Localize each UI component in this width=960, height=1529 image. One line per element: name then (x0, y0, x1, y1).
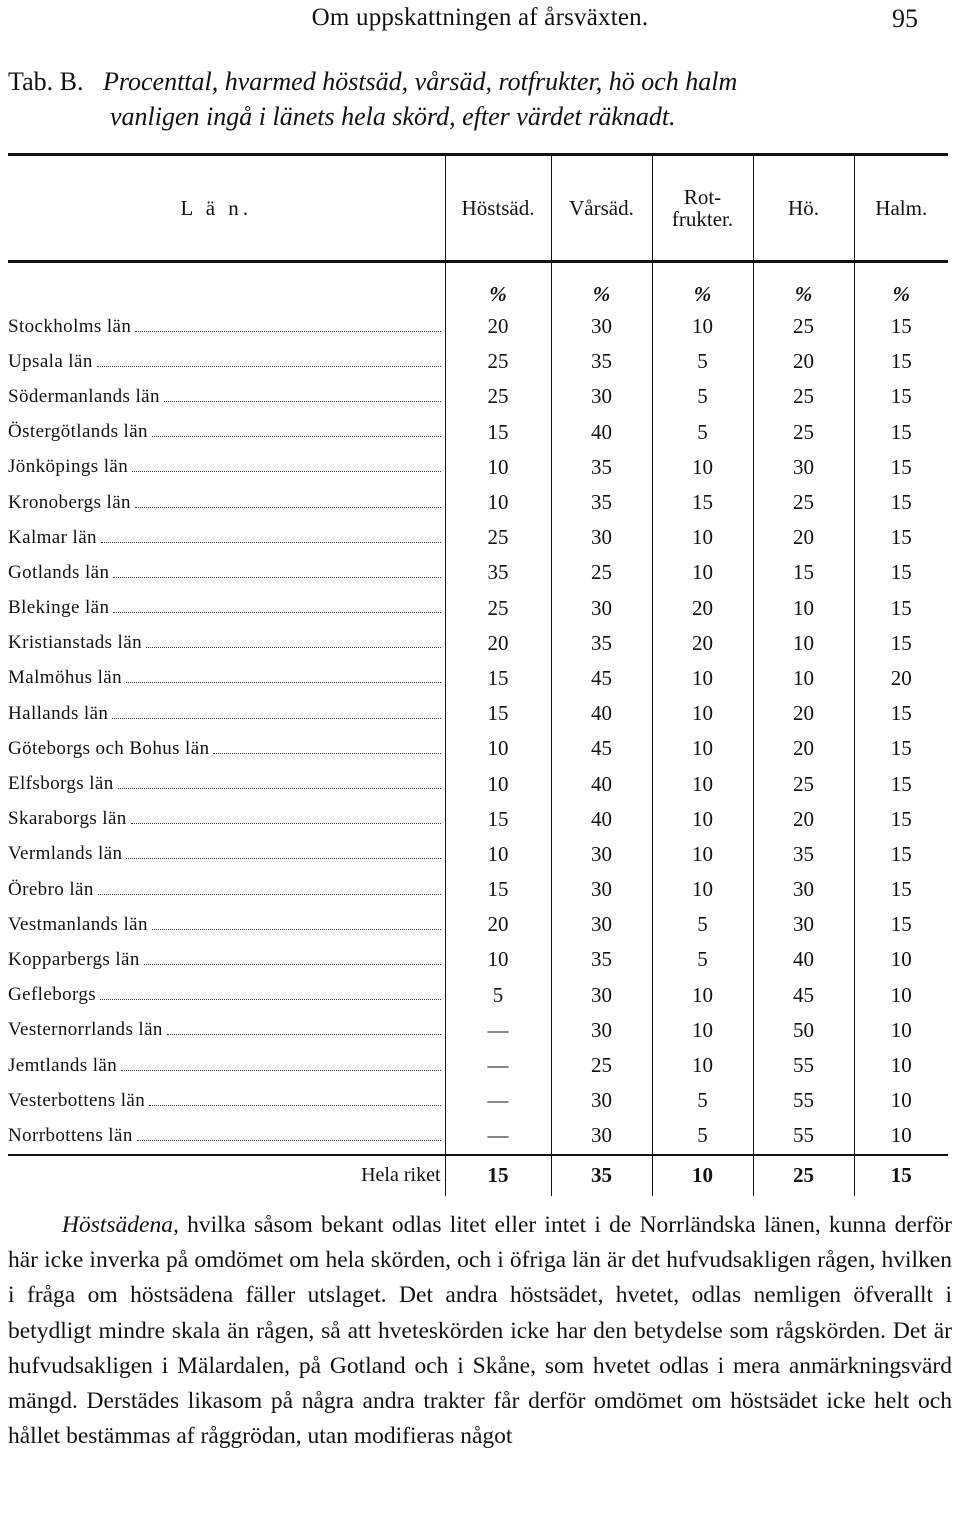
row-label (8, 907, 445, 942)
county-name: Kronobergs län (8, 491, 131, 513)
value-cell: 20 (753, 696, 854, 731)
value-cell: 20 (753, 731, 854, 766)
value-cell: 15 (445, 415, 551, 450)
value-cell: 5 (652, 1083, 753, 1118)
county-name: Hallands län (8, 702, 109, 724)
value-cell: 35 (551, 485, 652, 520)
value-cell: 10 (753, 591, 854, 626)
row-label (8, 766, 445, 801)
value-cell: 40 (551, 766, 652, 801)
table-row (8, 1083, 948, 1118)
value-cell: 30 (551, 309, 652, 344)
value-cell: 30 (753, 872, 854, 907)
value-cell: — (445, 1118, 551, 1154)
value-cell: 45 (753, 978, 854, 1013)
value-cell: 25 (753, 379, 854, 414)
value-cell: 20 (445, 626, 551, 661)
county-name: Kalmar län (8, 526, 97, 548)
value-cell: 10 (445, 731, 551, 766)
county-name: Vermlands län (8, 843, 123, 865)
county-name: Elfsborgs län (8, 773, 114, 795)
value-cell: 30 (551, 978, 652, 1013)
county-name: Östergötlands län (8, 421, 148, 443)
total-row (8, 1155, 948, 1196)
value-cell: 10 (652, 661, 753, 696)
value-cell: 25 (445, 520, 551, 555)
value-cell: — (445, 1083, 551, 1118)
paragraph-text: hvilka såsom bekant odlas litet eller intet i de Norrländska länen, kunna derför här icke inverka på omdömet om hela skörden, och i öfriga län är det hufvudsakligen rågen, hvilken i fråga om höstsädena fäller utslaget. Det andra höstsädet, hvetet, odlas nemligen öfverallt i betydligt mindre skala än rågen, så att hveteskörden icke har den betydelse som rågskörden. Det är hufvudsakligen i Mälardalen, på Gotland och i Skåne, som hvetet odlas i mera anmärkningsvärd mängd. Derstädes likasom på några andra trakter får derför omdömet om höstsädet icke helt och hållet bestämmas af råggrödan, utan modifieras något (8, 1212, 952, 1450)
value-cell: 10 (854, 1013, 948, 1048)
table-row (8, 907, 948, 942)
county-name: Norrbottens län (8, 1124, 133, 1146)
unit-cell: % (551, 262, 652, 310)
value-cell: 15 (854, 344, 948, 379)
value-cell: 10 (652, 802, 753, 837)
value-cell: 15 (854, 591, 948, 626)
value-cell: 15 (854, 379, 948, 414)
value-cell: 10 (445, 837, 551, 872)
value-cell: 15 (445, 696, 551, 731)
dot-leader (113, 612, 440, 613)
value-cell: 10 (652, 1048, 753, 1083)
value-cell: 15 (445, 661, 551, 696)
value-cell: 15 (854, 520, 948, 555)
dot-leader (152, 929, 441, 930)
table-row (8, 555, 948, 590)
dot-leader (144, 964, 441, 965)
value-cell: 25 (445, 379, 551, 414)
value-cell: 20 (753, 344, 854, 379)
value-cell: 10 (652, 520, 753, 555)
value-cell: 15 (854, 555, 948, 590)
paragraph-lead-word: Höstsädena, (62, 1212, 179, 1238)
col-header-halm: Halm. (854, 155, 948, 262)
county-name: Upsala län (8, 350, 93, 372)
value-cell: 25 (551, 1048, 652, 1083)
value-cell: 15 (854, 309, 948, 344)
value-cell: 50 (753, 1013, 854, 1048)
table-row (8, 942, 948, 977)
col-header-rotfrukter (652, 155, 753, 262)
dot-leader (152, 436, 441, 437)
county-name: Jemtlands län (8, 1054, 118, 1076)
value-cell: 15 (854, 907, 948, 942)
value-cell: 15 (854, 696, 948, 731)
value-cell: 5 (652, 1118, 753, 1154)
county-name: Malmöhus län (8, 667, 123, 689)
value-cell: 25 (753, 485, 854, 520)
data-table (8, 153, 948, 1196)
dot-leader (146, 647, 441, 648)
value-cell: 10 (753, 626, 854, 661)
value-cell: 35 (551, 450, 652, 485)
row-label (8, 978, 445, 1013)
row-label (8, 696, 445, 731)
table-row (8, 1013, 948, 1048)
table-row (8, 520, 948, 555)
value-cell: 10 (445, 450, 551, 485)
value-cell: — (445, 1048, 551, 1083)
dot-leader (137, 1140, 441, 1141)
row-label (8, 626, 445, 661)
row-label (8, 379, 445, 414)
unit-cell: % (753, 262, 854, 310)
unit-row (8, 262, 948, 310)
value-cell: 15 (854, 731, 948, 766)
value-cell: 10 (445, 942, 551, 977)
value-cell: 55 (753, 1118, 854, 1154)
county-name: Örebro län (8, 878, 94, 900)
value-cell: 20 (753, 520, 854, 555)
value-cell: 10 (652, 555, 753, 590)
unit-cell: % (652, 262, 753, 310)
table-row (8, 344, 948, 379)
value-cell: 10 (652, 837, 753, 872)
dot-leader (113, 577, 440, 578)
value-cell: 30 (753, 907, 854, 942)
value-cell: 10 (854, 1118, 948, 1154)
county-name: Södermanlands län (8, 385, 160, 407)
row-label (8, 344, 445, 379)
county-name: Göteborgs och Bohus län (8, 737, 210, 759)
dot-leader (135, 331, 440, 332)
dot-leader (101, 542, 441, 543)
col-header-lan: L ä n. (8, 155, 445, 262)
dot-leader (126, 858, 440, 859)
value-cell: 15 (445, 872, 551, 907)
body-paragraph (8, 1208, 952, 1454)
value-cell: 30 (551, 1013, 652, 1048)
value-cell: 45 (551, 661, 652, 696)
dot-leader (100, 999, 440, 1000)
value-cell: 5 (445, 978, 551, 1013)
dot-leader (131, 823, 441, 824)
table-row (8, 661, 948, 696)
table-row (8, 872, 948, 907)
value-cell: 20 (854, 661, 948, 696)
running-title: Om uppskattningen af årsväxten. (311, 4, 649, 31)
col-header-rotfrukter-line2: frukter. (671, 207, 734, 231)
col-header-ho: Hö. (753, 155, 854, 262)
dot-leader (98, 894, 441, 895)
value-cell: 5 (652, 415, 753, 450)
row-label (8, 309, 445, 344)
col-header-hostsad: Höstsäd. (445, 155, 551, 262)
value-cell: 10 (854, 978, 948, 1013)
unit-cell: % (445, 262, 551, 310)
value-cell: 15 (854, 802, 948, 837)
value-cell: 10 (854, 942, 948, 977)
value-cell: 15 (854, 872, 948, 907)
total-value-cell: 25 (753, 1155, 854, 1196)
dot-leader (97, 366, 441, 367)
value-cell: 30 (551, 907, 652, 942)
dot-leader (149, 1105, 440, 1106)
county-name: Stockholms län (8, 315, 132, 337)
row-label (8, 837, 445, 872)
dot-leader (135, 507, 441, 508)
value-cell: 10 (652, 978, 753, 1013)
value-cell: 10 (753, 661, 854, 696)
row-label (8, 1013, 445, 1048)
county-name: Vesterbottens län (8, 1089, 146, 1111)
row-label (8, 942, 445, 977)
value-cell: 25 (445, 344, 551, 379)
caption-line-2: vanligen ingå i länets hela skörd, efter värdet räknadt. (110, 102, 676, 131)
value-cell: 10 (445, 766, 551, 801)
value-cell: 5 (652, 942, 753, 977)
row-label (8, 1048, 445, 1083)
dot-leader (126, 682, 440, 683)
page-number: 95 (892, 4, 918, 33)
table-row (8, 626, 948, 661)
value-cell: 10 (652, 450, 753, 485)
table-row (8, 450, 948, 485)
value-cell: 15 (854, 626, 948, 661)
county-name: Blekinge län (8, 597, 110, 619)
total-value-cell: 10 (652, 1155, 753, 1196)
county-name: Skaraborgs län (8, 808, 127, 830)
caption-line-1 (8, 64, 953, 99)
dot-leader (118, 788, 441, 789)
value-cell: 30 (551, 1118, 652, 1154)
row-label (8, 802, 445, 837)
row-label (8, 415, 445, 450)
value-cell: 15 (854, 837, 948, 872)
table-row (8, 837, 948, 872)
value-cell: 10 (652, 696, 753, 731)
dot-leader (112, 718, 440, 719)
value-cell: — (445, 1013, 551, 1048)
value-cell: 30 (551, 872, 652, 907)
value-cell: 10 (652, 731, 753, 766)
value-cell: 30 (551, 520, 652, 555)
value-cell: 35 (551, 626, 652, 661)
table-row (8, 415, 948, 450)
row-label (8, 485, 445, 520)
table-row (8, 802, 948, 837)
value-cell: 55 (753, 1048, 854, 1083)
value-cell: 5 (652, 344, 753, 379)
unit-spacer (8, 262, 445, 310)
caption-label: Tab. B. (8, 67, 84, 96)
row-label (8, 555, 445, 590)
value-cell: 15 (753, 555, 854, 590)
value-cell: 40 (551, 802, 652, 837)
value-cell: 5 (652, 907, 753, 942)
value-cell: 35 (551, 942, 652, 977)
table-row (8, 591, 948, 626)
value-cell: 30 (551, 1083, 652, 1118)
county-name: Vesternorrlands län (8, 1019, 163, 1041)
table-header-row (8, 155, 948, 262)
page-header (0, 0, 960, 40)
value-cell: 30 (551, 379, 652, 414)
value-cell: 25 (753, 309, 854, 344)
value-cell: 40 (753, 942, 854, 977)
table-row (8, 309, 948, 344)
table-row (8, 731, 948, 766)
value-cell: 15 (854, 415, 948, 450)
value-cell: 10 (445, 485, 551, 520)
row-label (8, 1083, 445, 1118)
row-label (8, 731, 445, 766)
table-row (8, 1048, 948, 1083)
caption-text-1: Procenttal, hvarmed höstsäd, vårsäd, rotfrukter, hö och halm (102, 67, 738, 96)
dot-leader (121, 1070, 440, 1071)
value-cell: 15 (854, 450, 948, 485)
value-cell: 10 (854, 1083, 948, 1118)
value-cell: 20 (445, 309, 551, 344)
dot-leader (164, 401, 441, 402)
county-name: Kristianstads län (8, 632, 142, 654)
county-name: Jönköpings län (8, 456, 129, 478)
table-row (8, 379, 948, 414)
table-row (8, 766, 948, 801)
county-name: Gotlands län (8, 561, 110, 583)
value-cell: 10 (652, 766, 753, 801)
row-label (8, 520, 445, 555)
total-value-cell: 15 (854, 1155, 948, 1196)
value-cell: 10 (652, 872, 753, 907)
value-cell: 40 (551, 696, 652, 731)
value-cell: 25 (753, 766, 854, 801)
value-cell: 35 (753, 837, 854, 872)
value-cell: 10 (652, 309, 753, 344)
row-label (8, 450, 445, 485)
dot-leader (167, 1034, 441, 1035)
total-value-cell: 15 (445, 1155, 551, 1196)
row-label (8, 872, 445, 907)
total-label: Hela riket (361, 1164, 441, 1186)
value-cell: 25 (551, 555, 652, 590)
table-caption (8, 64, 953, 134)
value-cell: 25 (445, 591, 551, 626)
value-cell: 15 (445, 802, 551, 837)
value-cell: 15 (854, 766, 948, 801)
county-name: Kopparbergs län (8, 948, 140, 970)
value-cell: 30 (551, 591, 652, 626)
county-name: Gefleborgs (8, 984, 97, 1006)
row-label (8, 1118, 445, 1154)
value-cell: 40 (551, 415, 652, 450)
table-row (8, 485, 948, 520)
county-name: Vestmanlands län (8, 913, 148, 935)
value-cell: 30 (753, 450, 854, 485)
value-cell: 20 (652, 591, 753, 626)
col-header-varsad: Vårsäd. (551, 155, 652, 262)
table-row (8, 978, 948, 1013)
value-cell: 20 (445, 907, 551, 942)
value-cell: 10 (652, 1013, 753, 1048)
value-cell: 15 (652, 485, 753, 520)
value-cell: 25 (753, 415, 854, 450)
row-label (8, 661, 445, 696)
total-value-cell: 35 (551, 1155, 652, 1196)
value-cell: 15 (854, 485, 948, 520)
col-header-rotfrukter-line1: Rot- (683, 185, 722, 209)
unit-cell: % (854, 262, 948, 310)
value-cell: 30 (551, 837, 652, 872)
value-cell: 55 (753, 1083, 854, 1118)
value-cell: 20 (753, 802, 854, 837)
value-cell: 35 (551, 344, 652, 379)
dot-leader (132, 471, 440, 472)
row-label (8, 591, 445, 626)
value-cell: 35 (445, 555, 551, 590)
value-cell: 5 (652, 379, 753, 414)
dot-leader (213, 753, 440, 754)
value-cell: 20 (652, 626, 753, 661)
table-row (8, 1118, 948, 1154)
value-cell: 10 (854, 1048, 948, 1083)
value-cell: 45 (551, 731, 652, 766)
table-row (8, 696, 948, 731)
